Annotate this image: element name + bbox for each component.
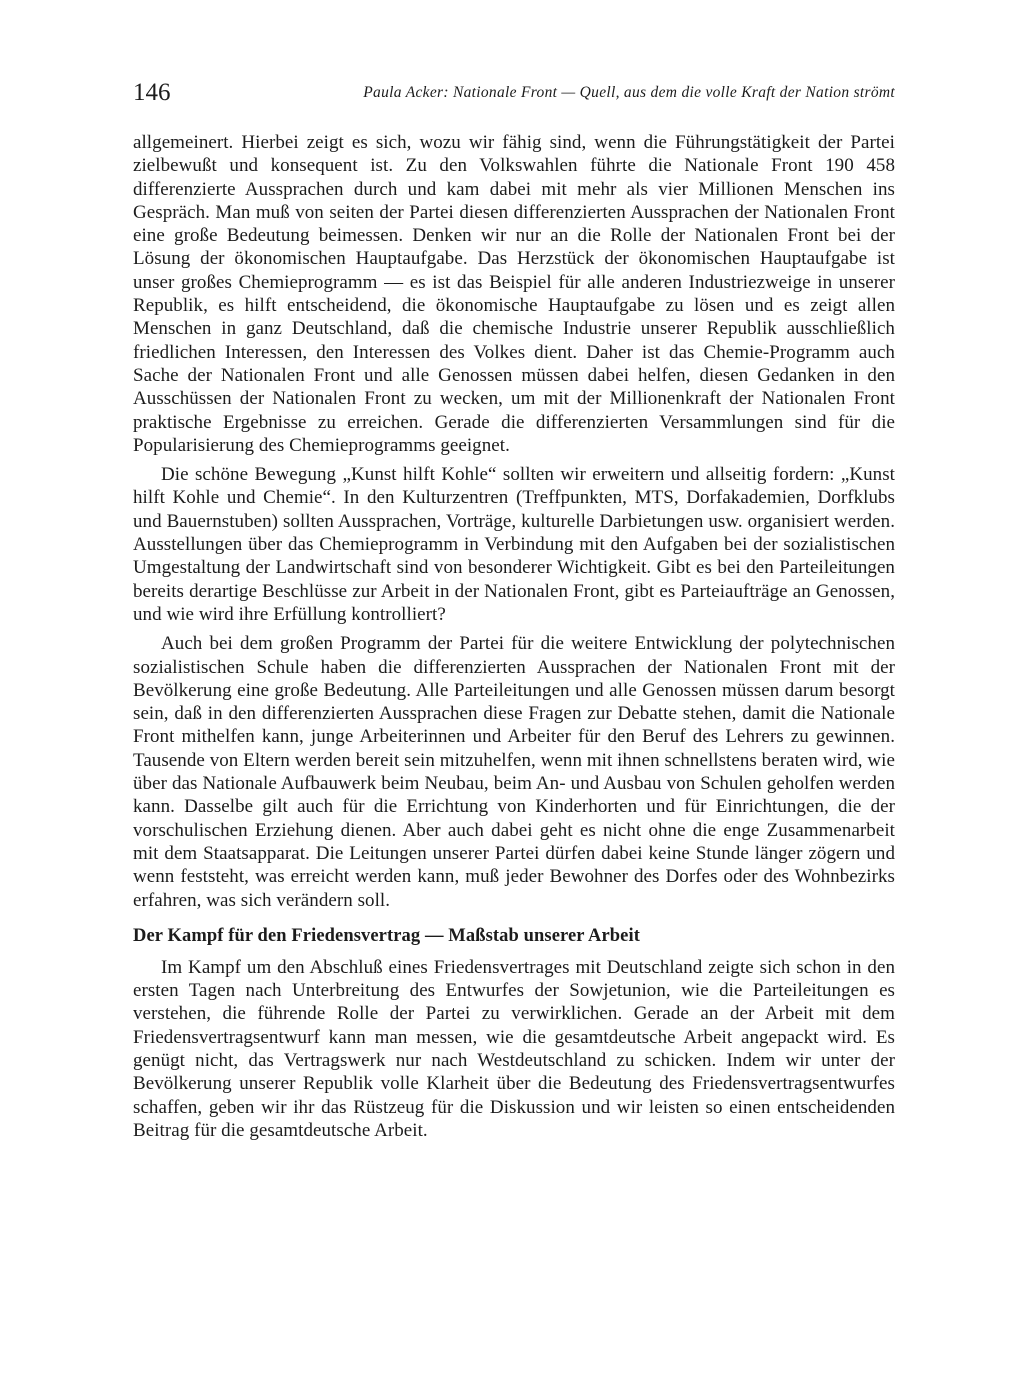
page-number: 146 [133, 79, 171, 106]
paragraph-continued: allgemeinert. Hierbei zeigt es sich, wozu wir fähig sind, wenn die Führungstätigkeit der Partei zielbewußt und konsequent ist. Zu den Volkswahlen führte die Nationale Front 190 458 differenzierte Aussprachen durch und kam dabei mit mehr als vier Millionen Menschen ins Gespräch. Man muß von seiten der Partei diesen differenzierten Aussprachen der Nationalen Front eine große Bedeutung beimessen. Denken wir nur an die Rolle der Nationalen Front bei der Lösung der ökonomischen Hauptaufgabe. Das Herzstück der ökonomischen Hauptaufgabe ist unser großes Chemieprogramm — es ist das Beispiel für alle anderen Industriezweige in unserer Republik, es hilft entscheidend, die ökonomische Hauptaufgabe zu lösen und es zeigt allen Menschen in ganz Deutschland, daß die chemische Industrie unserer Republik ausschließlich friedlichen Interessen, den Interessen des Volkes dient. Daher ist das Chemie-Programm auch Sache der Nationalen Front und alle Genossen müssen dabei helfen, diesen Gedanken in den Ausschüssen der Nationalen Front zu wecken, um mit der Millionenkraft der Nationalen Front praktische Ergebnisse zu erreichen. Gerade die differenzierten Versammlungen sind für die Popularisierung des Chemieprogramms geeignet. [133, 132, 895, 456]
paragraph-polytechnische-schule: Auch bei dem großen Programm der Partei für die weitere Entwicklung der polytechnischen sozialistischen Schule haben die differenzierten Aussprachen der Nationalen Front mit der Bevölkerung eine große Bedeutung. Alle Parteileitungen und alle Genossen müssen darum besorgt sein, daß in den differenzierten Aussprachen diese Fragen zur Debatte stehen, damit die Nationale Front mithelfen kann, junge Arbeiterinnen und Arbeiter für den Beruf des Lehrers zu gewinnen. Tausende von Eltern werden bereit sein mitzuhelfen, wenn mit ihnen schnellstens beraten wird, wie über das Nationale Aufbauwerk beim Neubau, beim An- und Ausbau von Schulen geholfen werden kann. Dasselbe gilt auch für die Errichtung von Kinderhorten und für Einrichtungen, die der vorschulischen Erziehung dienen. Aber auch dabei geht es nicht ohne die enge Zusammenarbeit mit dem Staatsapparat. Die Leitungen unserer Partei dürfen dabei keine Stunde länger zögern und wenn feststeht, was erreicht werden kann, muß jeder Bewohner des Dorfes oder des Wohnbezirks erfahren, was sich verändern soll. [133, 633, 895, 911]
running-title: Paula Acker: Nationale Front — Quell, aus dem die volle Kraft der Nation strömt [363, 84, 895, 101]
section-heading: Der Kampf für den Friedensvertrag — Maßstab unserer Arbeit [133, 925, 640, 946]
body-text [133, 131, 895, 1142]
page-header [133, 78, 895, 112]
paragraph-friedensvertrag: Im Kampf um den Abschluß eines Friedensvertrages mit Deutschland zeigte sich schon in den ersten Tagen nach Unterbreitung des Entwurfes der Sowjetunion, wie die Parteileitungen es verstehen, die führende Rolle der Partei zu verwirklichen. Gerade an der Arbeit mit dem Friedensvertragsentwurf kann man messen, wie die gesamtdeutsche Arbeit angepackt wird. Es genügt nicht, das Vertragswerk nur nach Westdeutschland zu schicken. Indem wir unter der Bevölkerung unserer Republik volle Klarheit über die Bedeutung des Friedensvertragsentwurfes schaffen, geben wir ihr das Rüstzeug für die Diskussion und wir leisten so einen entscheidenden Beitrag für die gesamtdeutsche Arbeit. [133, 956, 895, 1141]
paragraph-kunst-hilft-kohle: Die schöne Bewegung „Kunst hilft Kohle“ sollten wir erweitern und allseitig fordern: „Kunst hilft Kohle und Chemie“. In den Kulturzentren (Treffpunkten, MTS, Dorfakademien, Dorfklubs und Bauernstuben) sollten Aussprachen, Vorträge, kulturelle Darbietungen usw. organisiert werden. Ausstellungen über das Chemieprogramm in Verbindung mit den Aufgaben bei der sozialistischen Umgestaltung der Landwirtschaft sind von besonderer Wichtigkeit. Gibt es bei den Parteileitungen bereits derartige Beschlüsse zur Arbeit in der Nationalen Front, gibt es Parteiaufträge an Genossen, und wie wird ihre Erfüllung kontrolliert? [133, 464, 895, 625]
